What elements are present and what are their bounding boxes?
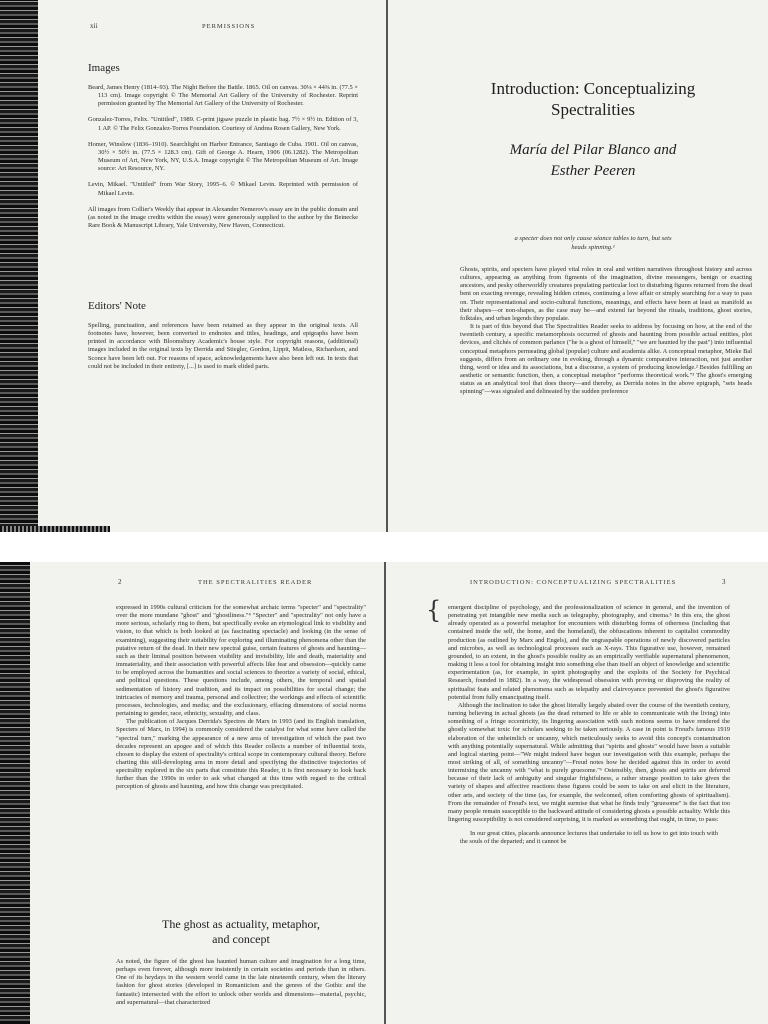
page-three-paragraph-1: emergent discipline of psychology, and the professionalization of science in general, and the invention of penetrating yet intangible new media such as telegraphy, photography, and cinema.⁵ In this era, the ghost already operated as a powerful metaphor for encounters with disturbing forms of otherness (including that contained inside the self, the home, and the homeland), the obfuscations inherent to capitalist commodity production (as outlined by Marx and Engels), and the ungraspable operations of newly discovered particles and microbes, as well as technological processes such as X-rays. This figurative use, however, remained grounded, to an extent, in the ghost's possible reality as an empirically verifiable supernatural phenomenon, making it less a tool for obtaining insight into something else than itself an object of knowledge and scientific experimentation (as, for example, in spirit photography and the exploits of the Society for Psychical Research, founded in 1882). In a way, the widespread obsession with proving or disproving the reality of spiritualist feats and related phenomena such as telepathy and clairvoyance prevented the ghost's figurative potential from fully emancipating itself. xyxy=(448,604,730,701)
credit-gonzalez-torres: Gonzalez-Torres, Felix. "Untitled", 1989. C-print jigsaw puzzle in plastic bag. 7½ × 9½ in. Edition of 3, 1 AP. © The Felix Gonzalez-Torres Foundation. Courtesy of Andrea Rosen Gallery, New York. xyxy=(88,116,358,132)
chapter-authors xyxy=(438,140,748,182)
page-number: xii xyxy=(90,22,98,30)
running-head: PERMISSIONS xyxy=(202,23,256,30)
page-three-body xyxy=(448,604,730,847)
intro-paragraph-1: Ghosts, spirits, and specters have played vital roles in oral and written narratives throughout history and across cultures, appearing as anything from figments of the imagination, divine messengers, benign or exacting ancestors, and pesky otherworldly creatures populating particular loci to disturbing figures returned from the dead bent on exacting revenge, revealing hidden crimes, continuing a love affair or simply searching for a way to pass on. Their representational and socio-cultural functions, meanings, and effects have been at least as manifold as their shapes—or non-shapes, as the case may be—and extend far beyond the rituals, traditions, ghost stories, folktales, and urban legends they populate. xyxy=(460,266,752,322)
page-three xyxy=(386,562,768,1024)
margin-bracket-mark: { xyxy=(426,596,442,624)
page-two-paragraph-3: As noted, the figure of the ghost has haunted human culture and imagination for a long time, perhaps even forever, although more insistently in certain societies and periods than in others. One of its heydays in the western world came in the late nineteenth century, when the literary fashion for ghost stories (developed in Romanticism and the genres of the Gothic and the fantastic) intersected with the effort to unlock other worlds and dimensions—material, psychic, and supernatural—that characterized xyxy=(116,958,366,1006)
credit-levin: Levin, Mikael. "Untitled" from War Story, 1995–6. © Mikael Levin. Reprinted with permission of Mikael Levin. xyxy=(88,181,358,197)
editors-note-paragraph: Spelling, punctuation, and references have been retained as they appear in the original texts. All footnotes have, however, been converted to endnotes and titles, headings, and epigraphs have been printed in accordance with Bloomsbury Academic's house style. For copyright reasons, (additional) images included in the original texts by Derrida and Stiegler, Gordon, Lippit, Matless, Richardson, and Sconce have been left out. For reasons of space, acknowledgements have also been left out. In texts that could not be included in their entirety, [...] is used to mark elided parts. xyxy=(88,322,358,370)
page-two-body xyxy=(116,604,366,792)
scan-edge-artifact xyxy=(0,562,30,1024)
authors-line1: María del Pilar Blanco and xyxy=(509,142,677,158)
editors-note-heading: Editors' Note xyxy=(88,300,146,312)
section-body xyxy=(116,958,366,1007)
section-title-line1: The ghost as actuality, metaphor, xyxy=(161,917,321,931)
introduction-title-page xyxy=(388,0,768,532)
page-number: 2 xyxy=(118,578,122,586)
editors-note-text xyxy=(88,322,358,378)
credit-colliers: All images from Collier's Weekly that appear in Alexander Nemerov's essay are in the public domain and (as noted in the image credits within the essay) were generously supplied to the author by the Beinecke Rare Book & Manuscript Library, Yale University, New Haven, Connecticut. xyxy=(88,205,358,230)
page-two-paragraph-1: expressed in 1990s cultural criticism for the somewhat archaic terms "specter" and "spectrality" over the more mundane "ghost" and "ghostliness."⁴ "Specter" and "spectrality" not only have a more serious, scholarly ring to them, but specifically evoke an etymological link to visibility and vision, to that which is both looked at (as fascinating spectacle) and looking (in the sense of examining), suggesting their suitability for exploring and illuminating phenomena other than the putative return of the dead. In their new spectral guise, certain features of ghosts and haunting—such as their liminal position between visibility and invisibility, life and death, materiality and immateriality, and their association with powerful affects like fear and obsession—quickly came to be employed across the humanities and social sciences to theorize a variety of social, ethical, and political questions. These questions include, among others, the temporal and spatial sedimentation of history and tradition, and its impact on possibilities for social change; the intricacies of memory and trauma, personal and collective; the workings and effects of scientific processes, technologies, and media; and the exclusionary, effacing dimensions of social norms pertaining to gender, race, ethnicity, sexuality, and class. xyxy=(116,604,366,718)
credit-homer: Homer, Winslow (1836–1910). Searchlight on Harbor Entrance, Santiago de Cuba. 1901. Oil on canvas, 30½ × 50½ in. (77.5 × 128.3 cm). Gift of George A. Hearn, 1906 (06.1282). The Metropolitan Museum of Art, New York, NY, U.S.A. Image copyright © The Metropolitan Museum of Art. Image source: Art Resource, NY. xyxy=(88,140,358,173)
images-credits xyxy=(88,84,358,237)
page-two-paragraph-2: The publication of Jacques Derrida's Spectres de Marx in 1993 (and its English translation, Specters of Marx, in 1994) is commonly considered the catalyst for what some have called the "spectral turn," marking the appearance of a new area of investigation of which the past two decades represent an apogee and of which this Reader collects a number of influential texts, chosen to display the extent of spectrality's critical scope in contemporary cultural theory. Before charting this still-developing area in more detail and specifying the distinctive trajectories of spectrality explored in the six parts that constitute this Reader, it is first necessary to look back further than the 1990s in order to ask what changed at this time with regard to the critical perception of ghosts and haunting, and how this change was precipitated. xyxy=(116,718,366,791)
page-two xyxy=(0,562,384,1024)
block-quote: In our great cities, placards announce lectures that undertake to tell us how to get into touch with the souls of the departed; and it cannot be xyxy=(460,830,718,846)
chapter-title-line2: Spectralities xyxy=(550,100,636,119)
running-head: THE SPECTRALITIES READER xyxy=(198,579,313,586)
chapter-title-line1: Introduction: Conceptualizing xyxy=(490,79,696,98)
images-heading: Images xyxy=(88,62,120,74)
permissions-page xyxy=(0,0,386,532)
chapter-title xyxy=(438,78,748,120)
credit-beard: Beard, James Henry (1814–93). The Night Before the Battle. 1865. Oil on canvas. 30⅛ × 44⅜ in. (77.5 × 113 cm). Image copyright © The Memorial Art Gallery of the University of Rochester. Reprint permission granted by The Memorial Art Gallery of the University of Rochester. xyxy=(88,84,358,108)
authors-line2: Esther Peeren xyxy=(550,163,636,179)
section-title-line2: and concept xyxy=(212,932,270,946)
bottom-spread xyxy=(0,562,768,1024)
epigraph xyxy=(458,234,728,252)
spread-separator xyxy=(0,532,768,562)
page-three-paragraph-2: Although the inclination to take the ghost literally largely abated over the course of the twentieth century, turning believing in actual ghosts (as the dead returned to life or able to communicate with the living) into something of a fringe eccentricity, its lingering association with such notions seems to have rendered the ghostly somewhat toxic for scholars seeking to be taken seriously. A case in point is Freud's famous 1919 elaboration of the unheimlich or uncanny, which meticulously seeks to avoid this concept's contamination with anything potentially supernatural. While admitting that "spirits and ghosts" would have been a suitable and logical starting point—"We might indeed have begun our investigation with this example, perhaps the most striking of all, of something uncanny"—Freud notes how he decided against this in order to avoid intermixing the uncanny with "what is purely gruesome."⁶ Ostensibly, then, ghosts and spirits are deferred because of their lack of ambiguity and singular frightfulness, a rather strange position to take given the variety of shapes and affective reactions these figures could be seen to take on and elicit in the literature, other arts, and society of the time (as, for example, the welcomed, often comforting ghosts of spiritualism). From the remainder of Freud's text, we might surmise that what he finds truly "gruesome" is the fact that too many people remain susceptible to the backward attitude of considering ghosts a possible actuality. While this lingering susceptibility is not considered surprising, it is marked as something that ought, in time, to pass: xyxy=(448,701,730,824)
scan-edge-artifact xyxy=(0,0,38,532)
page-number: 3 xyxy=(722,578,726,586)
introduction-body xyxy=(460,266,752,397)
epigraph-line2: heads spinning.¹ xyxy=(571,244,615,251)
intro-paragraph-2: It is part of this beyond that The Spectralities Reader seeks to address by focusing on how, at the end of the twentieth century, a specific metamorphosis occurred of ghosts and haunting from possible actual entities, plot devices, and clichés of common parlance ("he is a ghost of himself," "we are haunted by the past") into influential conceptual metaphors permeating global (popular) culture and academia alike. A conceptual metaphor, Mieke Bal suggests, differs from an ordinary one in evoking, through a dynamic comparative interaction, not just another thing, word or idea and its associations, but a discourse, a system of producing knowledge.² Besides fulfilling an aesthetic or semantic function, then, a conceptual metaphor "performs theoretical work."³ The ghost's emerging status as an analytical tool that does theory—and thereby, as Derrida notes in the above epigraph, "sets heads spinning"—was signaled and delineated by the sudden preference xyxy=(460,323,752,396)
section-title xyxy=(116,917,366,947)
epigraph-line1: a specter does not only cause séance tables to turn, but sets xyxy=(514,235,672,242)
running-head: INTRODUCTION: CONCEPTUALIZING SPECTRALITIES xyxy=(470,579,677,586)
